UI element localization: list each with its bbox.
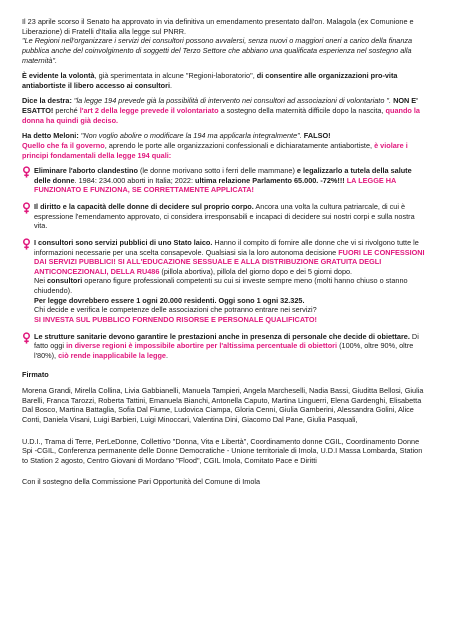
emendment-quote: "Le Regioni nell'organizzare i servizi dei consultori possono avvalersi, senza nuovi o maggiori oneri a carico della finanza pubblica anche del coinvolgimento di soggetti del Terzo Settore che abbiano una qualificata esperienza nel sostegno alla maternità". [22, 36, 413, 65]
item4-inapplicable: ciò rende inapplicabile la legge [58, 350, 166, 360]
principle-item-3 [22, 238, 430, 325]
item2-lead: Il diritto e la capacità delle donne di decidere sul proprio corpo. [34, 202, 254, 211]
meloni-quote: "Non voglio abolire o modificare la 194 ma applicarla integralmente". [78, 131, 304, 141]
item1-stats: . 1984: 234.000 aborti in Italia; 2022: [74, 175, 196, 185]
intro-text: Il 23 aprile scorso il Senato ha approvato in via definitiva un emendamento presentato dall'on. Malagola (ex Comunione e Liberazione) di Fratelli d'Italia alla legge sul PNRR. [22, 17, 414, 36]
claim-lead: Dice la destra: [22, 96, 72, 106]
signatories-organizations: U.D.I., Trama di Terre, PerLeDonne, Collettivo "Donna, Vita e Libertà", Coordinamento donne CGIL, Coordinamento Donne Spi -CGIL, Conferenza permanente delle Donne Democratiche - Unione territoriale di Imola, U.D.I Massa Lombarda, Station to Station 2 agosto, Centro Giovani di Mordano "Flood", CGIL Imola, Comitato Pace e Diritti [22, 436, 423, 465]
item4-percentages: (100%, oltre 90%, oltre l'80%), [34, 341, 414, 360]
principle-item-2 [22, 202, 430, 231]
evident-will-paragraph [22, 71, 430, 90]
venus-symbol-icon [22, 166, 31, 178]
meloni-lead: Ha detto Meloni: [22, 131, 79, 141]
claim-quote: "la legge 194 prevede già la possibilità di intervento nei consultori ad associazioni di volontariato ". [71, 96, 394, 106]
venus-symbol-icon [22, 202, 31, 214]
item3-law-ratio: Per legge dovrebbero essere 1 ogni 20.000 residenti. Oggi sono 1 ogni 32.325. [34, 295, 305, 305]
item1-highlight: LA LEGGE HA FUNZIONATO E FUNZIONA, SE CORRETTAMENTE APPLICATA! [34, 175, 397, 195]
evident-will-end: . [170, 80, 173, 90]
evident-will-text: , già sperimentata in alcune "Regioni-laboratorio", [94, 71, 257, 81]
false-label: FALSO! [303, 131, 331, 141]
claim-text: a sostegno della maternità difficile dopo la nascita, [218, 106, 386, 115]
right-wing-claim-paragraph [22, 96, 430, 125]
intro-paragraph [22, 17, 430, 65]
item1-text: (le donne morivano sotto i ferri delle mammane) [137, 166, 297, 176]
venus-symbol-icon [22, 332, 31, 344]
government-text: , aprendo le porte alle organizzazioni confessionali e dichiaratamente antiabortiste, [104, 140, 375, 150]
art2-highlight: l'art 2 della legge prevede il volontariato [79, 106, 219, 115]
support-note: Con il sostegno della Commissione Pari Opportunità del Comune di Imola [22, 477, 261, 487]
item4-lead: Le strutture sanitarie devono garantire le prestazioni anche in presenza di personale che decide di obiettare. [34, 331, 410, 341]
item4-text: Di fatto oggi [34, 331, 419, 351]
item4-end: . [165, 350, 169, 360]
item3-consultori: consultori [46, 276, 83, 286]
item3-pills: (pillola abortiva), pillola del giorno dopo e dei 5 giorni dopo. [159, 266, 353, 276]
item1-bold: e legalizzarlo a tutela della salute delle donne [34, 166, 412, 185]
signatures-title: Firmato [22, 370, 49, 380]
principle-item-4 [22, 332, 430, 361]
item3-nei: Nei [34, 276, 47, 286]
item3-professionals: operano figure professionali competenti su cui si investe sempre meno (molti hanno chiuso o stanno chiudendo). [34, 276, 408, 295]
government-highlight: Quello che fa il governo [22, 140, 105, 150]
evident-will-bold: di consentire alle organizzazioni pro-vita antiabortiste il libero accesso ai consultori [22, 71, 398, 90]
item3-question: Chi decide e verifica le competenze delle associazioni che potranno entrare nei servizi? [34, 305, 317, 315]
evident-will-lead: È evidente la volontà [22, 71, 95, 81]
not-exact-label: NON E' ESATTO! [22, 96, 418, 115]
claim-because: perché [53, 106, 80, 115]
item1-lead: Eliminare l'aborto clandestino [34, 166, 138, 176]
item3-lead: I consultori sono servizi pubblici di uno Stato laico. [34, 237, 213, 247]
item4-highlight: in diverse regioni è impossibile abortire per l'altissima percentuale di obiettori [66, 341, 338, 351]
meloni-paragraph [22, 131, 430, 160]
signatories-people: Morena Grandi, Mirella Collina, Livia Gabbianelli, Manuela Tampieri, Angela Marcheselli, Nadia Bassi, Giuditta Bellosi, Giulia Barelli, Franca Tarozzi, Roberta Tattini, Emanuela Bianchi, Antonella Caputo, Martina Linguerri, Elena Gardenghi, Elisabetta Dal Bosco, Martina Battaglia, Sofia Dal Fiume, Ludovica Ciampa, Gloria Cenni, Giulia Gamberini, Alessandra Golini, Alice Conti, Daniela Visani, Luigi Barbieri, Luigi Minoccari, Valentina Dini, Giacomo Dal Pane, Giulia Pasquali, [22, 386, 424, 424]
item1-report: ultima relazione Parlamento 65.000. -72%!!! [195, 175, 347, 185]
principles-highlight: è violare i principi fondamentali della legge 194 quali: [22, 140, 408, 160]
item3-invest-highlight: SI INVESTA SUL PUBBLICO FORNENDO RISORSE E PERSONALE QUALIFICATO! [34, 314, 317, 324]
principle-item-1 [22, 166, 430, 195]
item3-text: Hanno il compito di fornire alle donne che vi si rivolgono tutte le informazioni necessarie per una scelta consapevole. Qualsiasi sia la loro autonoma decisione [34, 237, 419, 257]
already-decided-highlight: quando la donna ha quindi già deciso. [22, 106, 420, 125]
venus-symbol-icon [22, 238, 31, 250]
item3-highlight: FUORI LE CONFESSIONI DAI SERVIZI PUBBLICI! SI ALL'EDUCAZIONE SESSUALE E ALLA DISTRIBUZIONE GRATUITA DEGLI ANTICONCEZIONALI, DELLA RU486 [34, 247, 425, 276]
item2-text: Ancora una volta la cultura patriarcale, di cui è espressione l'emendamento approvato, ci considera irresponsabili e incapaci di decidere sui nostri corpi e sulla nostra vita. [34, 202, 415, 231]
